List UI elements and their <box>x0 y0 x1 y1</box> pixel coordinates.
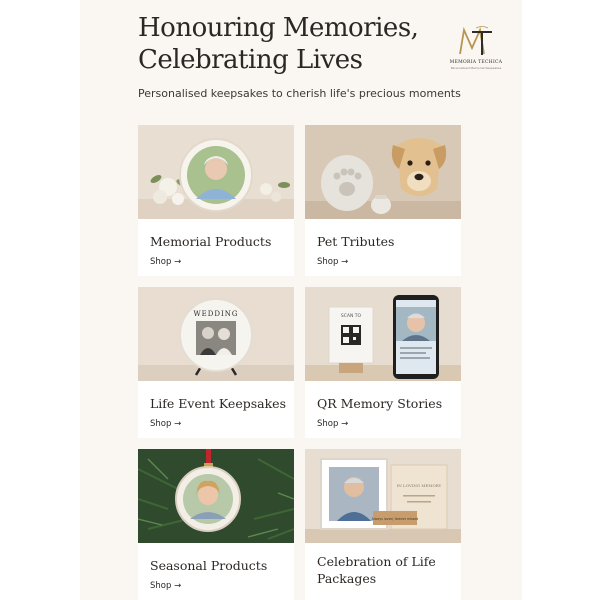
pet-tributes-image <box>305 125 461 219</box>
page <box>80 0 522 600</box>
monogram-icon <box>446 22 506 60</box>
celebration-of-life-packages-image <box>305 449 461 543</box>
card-title: Memorial Products <box>150 234 272 249</box>
card-title: Seasonal Products <box>150 558 268 573</box>
frame-card-text: IN LOVING MEMORY <box>396 483 442 488</box>
title-line-1: Honouring Memories, <box>138 13 419 43</box>
card-qr-memory-stories[interactable] <box>305 287 461 438</box>
card-title: Pet Tributes <box>317 234 395 249</box>
plaque-text: Always loved, forever missed <box>371 517 419 521</box>
card-title: QR Memory Stories <box>317 396 443 411</box>
page-subtitle: Personalised keepsakes to cherish life's precious moments <box>138 87 461 100</box>
memorial-products-image <box>138 125 294 219</box>
paw-print-stone-icon <box>321 155 373 211</box>
brand-tagline: Personalised Memorial Keepsakes <box>450 66 502 70</box>
card-title: Celebration of Life Packages <box>317 554 436 586</box>
shop-link[interactable]: Shop → <box>150 257 182 267</box>
wood-plaque-icon <box>372 511 419 525</box>
brand-logo[interactable] <box>446 22 506 70</box>
wedding-plate-icon <box>180 299 252 371</box>
card-memorial-products[interactable] <box>138 125 294 276</box>
shop-link[interactable]: Shop → <box>317 419 349 429</box>
card-title: Life Event Keepsakes <box>150 396 286 411</box>
shop-link[interactable]: Shop → <box>317 257 349 267</box>
card-seasonal-products[interactable] <box>138 449 294 600</box>
qr-memory-stories-image <box>305 287 461 381</box>
seasonal-products-image <box>138 449 294 543</box>
shop-link[interactable]: Shop → <box>150 581 182 591</box>
portrait-plaque-icon <box>180 139 252 211</box>
smartphone-icon <box>393 295 439 379</box>
life-event-keepsakes-image <box>138 287 294 381</box>
page-title <box>138 12 438 76</box>
title-line-2: Celebrating Lives <box>138 45 363 75</box>
scan-card-text: SCAN TO <box>340 314 362 319</box>
qr-card-icon <box>329 307 373 373</box>
card-life-event-keepsakes[interactable] <box>138 287 294 438</box>
wedding-plate-text: WEDDING <box>193 310 239 318</box>
shop-link[interactable]: Shop → <box>150 419 182 429</box>
brand-name: MEMORIA TECHICA <box>449 60 503 65</box>
card-pet-tributes[interactable] <box>305 125 461 276</box>
card-celebration-of-life-packages[interactable] <box>305 449 461 600</box>
